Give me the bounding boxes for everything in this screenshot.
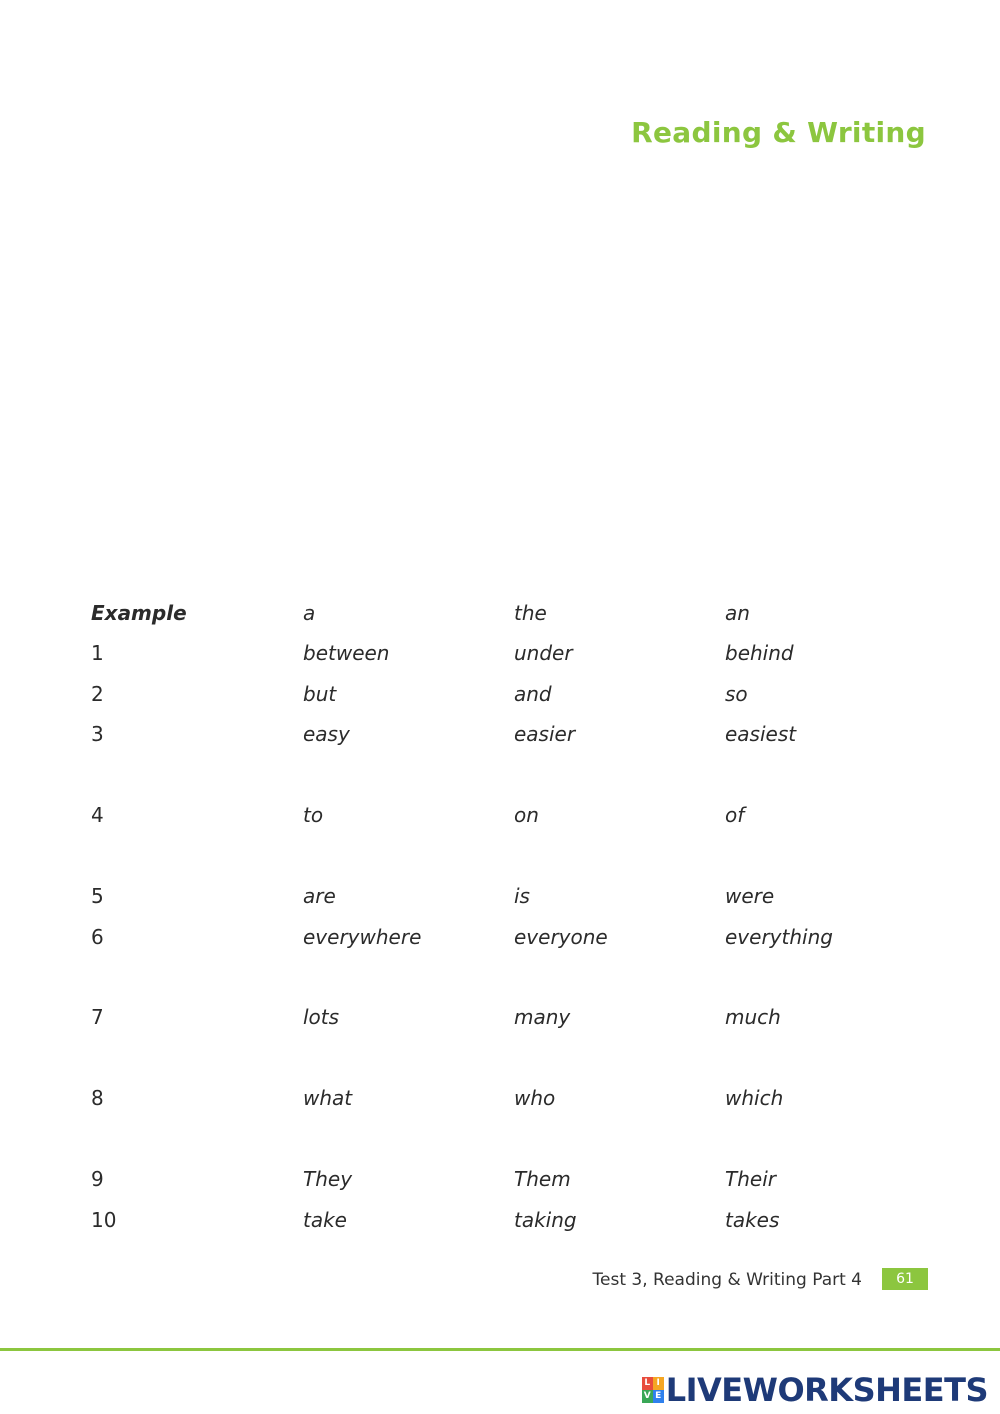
option-b: and [514,682,552,706]
question-row [91,879,911,913]
question-row [91,677,911,711]
question-row [91,636,911,670]
option-c: which [725,1086,784,1110]
row-number: 7 [91,1005,104,1029]
logo-tile: I [653,1377,664,1390]
option-c: an [725,601,750,625]
option-b: taking [514,1208,577,1232]
row-number: 2 [91,682,104,706]
option-a: between [303,641,390,665]
row-number: 5 [91,884,104,908]
footer-divider [0,1348,1000,1351]
option-a: lots [303,1005,340,1029]
question-row [91,1162,911,1196]
section-title: Reading & Writing [631,116,926,149]
page-number: 61 [882,1268,928,1290]
question-row [91,798,911,832]
option-c: were [725,884,775,908]
option-c: of [725,803,745,827]
option-b: many [514,1005,571,1029]
option-a: easy [303,722,350,746]
option-a: are [303,884,336,908]
example-row [91,596,911,630]
option-a: They [303,1167,353,1191]
option-b: Them [514,1167,571,1191]
option-b: everyone [514,925,608,949]
row-number: 8 [91,1086,104,1110]
option-a: but [303,682,337,706]
option-b: is [514,884,530,908]
option-a: what [303,1086,353,1110]
option-a: everywhere [303,925,422,949]
question-row [91,1000,911,1034]
option-c: behind [725,641,794,665]
option-c: Their [725,1167,776,1191]
option-b: on [514,803,539,827]
row-number: Example [91,601,187,625]
brand-watermark[interactable] [642,1372,988,1408]
question-row [91,1203,911,1237]
option-c: everything [725,925,833,949]
option-c: so [725,682,748,706]
option-b: the [514,601,547,625]
row-number: 9 [91,1167,104,1191]
row-number: 4 [91,803,104,827]
row-number: 1 [91,641,104,665]
logo-tile: V [642,1390,653,1403]
row-number: 3 [91,722,104,746]
option-a: take [303,1208,347,1232]
option-b: who [514,1086,556,1110]
option-a: a [303,601,316,625]
question-row [91,1081,911,1115]
logo-tile: L [642,1377,653,1390]
brand-name: LIVEWORKSHEETS [665,1371,988,1409]
option-c: much [725,1005,781,1029]
question-row [91,920,911,954]
question-row [91,717,911,751]
option-a: to [303,803,324,827]
row-number: 6 [91,925,104,949]
option-b: easier [514,722,576,746]
logo-tile: E [653,1390,664,1403]
brand-logo-icon [642,1377,664,1403]
row-number: 10 [91,1208,117,1232]
option-c: takes [725,1208,780,1232]
option-b: under [514,641,573,665]
footer-label: Test 3, Reading & Writing Part 4 [592,1270,862,1290]
option-c: easiest [725,722,797,746]
